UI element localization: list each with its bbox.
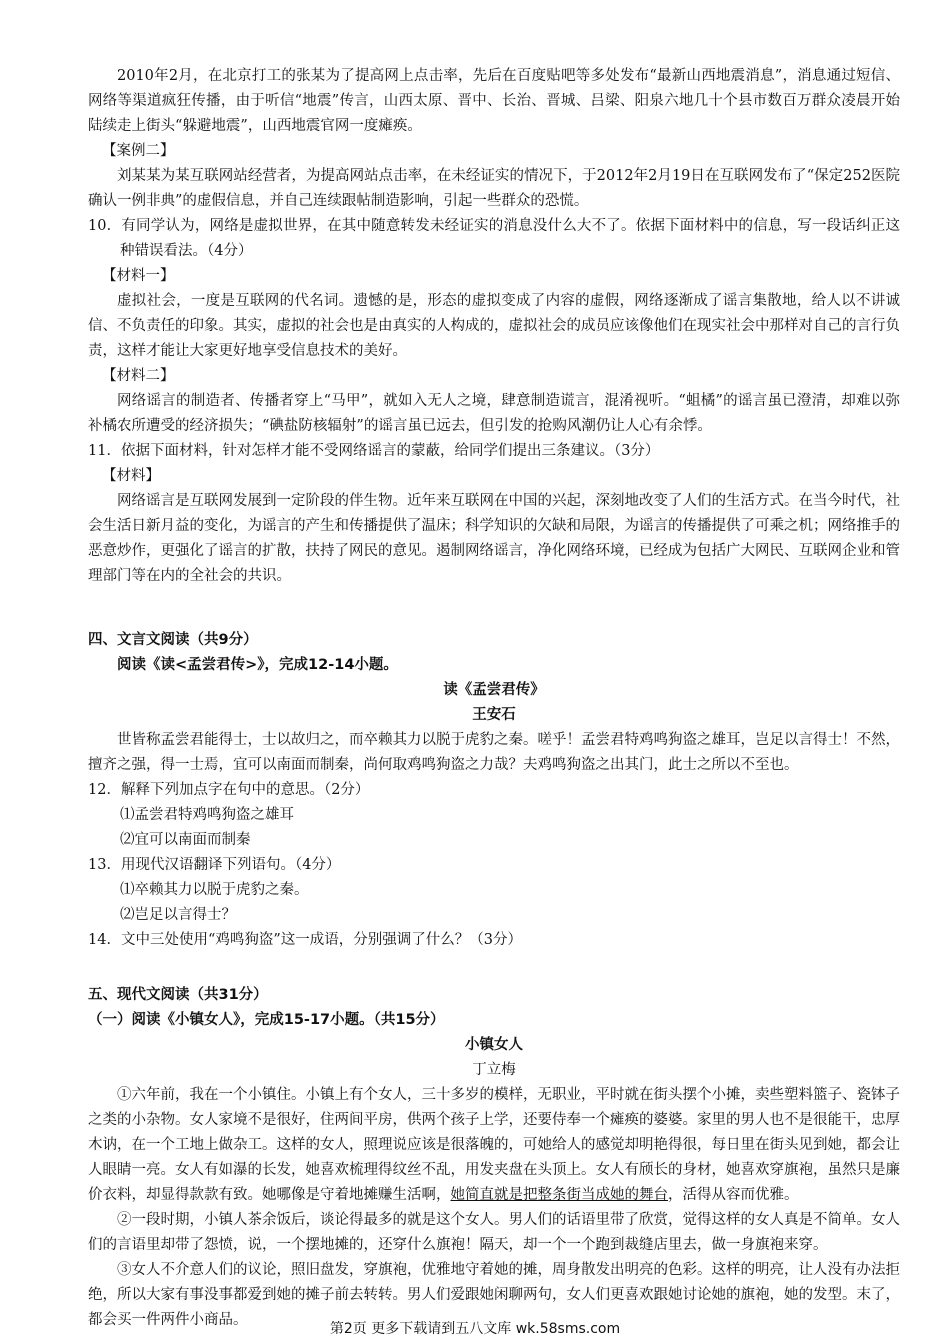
question-13: 13．用现代汉语翻译下列语句。（4分） (88, 857, 341, 873)
case1-paragraph: 2010年2月，在北京打工的张某为了提高网上点击率，先后在百度贴吧等多处发布“最新山西地震消息”，消息通过短信、网络等渠道疯狂传播，由于听信“地震”传言，山西太原、晋中、长治、晋城、吕梁、阳泉六地几十个县市数百万群众凌晨开始陆续走上街头“躲避地震”，山西地震官网一度瘫痪。 (88, 68, 900, 134)
story-paragraph-3: ③女人不介意人们的议论，照旧盘发，穿旗袍，优雅地守着她的摊，周身散发出明亮的色彩。这样的明亮，让人没有办法拒绝，所以大家有事没事都爱到她的摊子前去转转。男人们爱跟她闲聊两句，女人们更喜欢跟她讨论她的旗袍，她的发型。末了，都会买一件两件小商品。 (88, 1262, 900, 1328)
case2-paragraph: 刘某某为某互联网站经营者，为提高网站点击率，在未经证实的情况下，于2012年2月19日在互联网发布了“保定252医院确认一例非典”的虚假信息，并自己连续跟帖制造影响，引起一些群众的恐慌。 (88, 168, 900, 209)
material-paragraph: 网络谣言是互联网发展到一定阶段的伴生物。近年来互联网在中国的兴起，深刻地改变了人们的生活方式。在当今时代，社会生活日新月益的变化，为谣言的产生和传播提供了温床；科学知识的欠缺和局限，为谣言的传播提供了可乘之机；网络推手的恶意炒作，更强化了谣言的扩散，扶持了网民的意见。遏制网络谣言，净化网络环境，已经成为包括广大网民、互联网企业和管理部门等在内的全社会的共识。 (88, 493, 900, 584)
question-11: 11．依据下面材料，针对怎样才能不受网络谣言的蒙蔽，给同学们提出三条建议。（3分） (88, 443, 660, 459)
classical-text-title: 读《孟尝君传》 (443, 682, 545, 698)
exam-page (88, 64, 900, 1333)
material1-label: 【材料一】 (102, 268, 175, 284)
story-paragraph-1: ①六年前，我在一个小镇住。小镇上有个女人，三十多岁的模样，无职业，平时就在街头摆个小摊，卖些塑料篮子、瓷钵子之类的小杂物。女人家境不是很好，住两间平房，供两个孩子上学，还要侍奉一个瘫痪的婆婆。家里的男人也不是很能干，忠厚木讷，在一个工地上做杂工。这样的女人，照理说应该是很落魄的，可她给人的感觉却明艳得很，每日里在街头见到她，都会让人眼睛一亮。女人有如瀑的长发，她喜欢梳理得纹丝不乱，用发夹盘在头顶上。女人有颀长的身材，她喜欢穿旗袍，虽然只是廉价衣料，却显得款款有致。她哪像是守着地摊赚生活啊，她简直就是把整条街当成她的舞台，活得从容而优雅。 (88, 1087, 900, 1203)
section-4-instruction: 阅读《读<孟尝君传>》，完成12-14小题。 (117, 657, 398, 673)
question-12-item-1: ⑴孟尝君特鸡鸣狗盗之雄耳 (120, 807, 294, 823)
question-13-item-2: ⑵岂足以言得士？ (120, 907, 236, 923)
material-label: 【材料】 (102, 468, 160, 484)
question-12: 12．解释下列加点字在句中的意思。（2分） (88, 782, 370, 798)
classical-text-body: 世皆称孟尝君能得士，士以故归之，而卒赖其力以脱于虎豹之秦。嗟乎！孟尝君特鸡鸣狗盗之雄耳，岂足以言得士！不然，擅齐之强，得一士焉，宜可以南面而制秦，尚何取鸡鸣狗盗之力哉？夫鸡鸣狗盗之出其门，此士之所以不至也。 (88, 732, 900, 773)
section-4-heading: 四、文言文阅读（共9分） (88, 632, 258, 648)
page-footer: 第2页 更多下载请到五八文库 wk.58sms.com (329, 1321, 621, 1337)
section-5-heading: 五、现代文阅读（共31分） (88, 987, 268, 1003)
story-author: 丁立梅 (472, 1062, 516, 1078)
question-13-item-1: ⑴卒赖其力以脱于虎豹之秦。 (120, 882, 309, 898)
underlined-sentence: 她简直就是把整条街当成她的舞台 (450, 1187, 668, 1203)
question-14: 14．文中三处使用“鸡鸣狗盗”这一成语，分别强调了什么？（3分） (88, 932, 522, 948)
story-title: 小镇女人 (465, 1037, 523, 1053)
material2-label: 【材料二】 (102, 368, 175, 384)
classical-text-author: 王安石 (472, 707, 516, 723)
story-paragraph-2: ②一段时期，小镇人茶余饭后，谈论得最多的就是这个女人。男人们的话语里带了欣赏，觉得这样的女人真是不简单。女人们的言语里却带了怨愤，说，一个摆地摊的，还穿什么旗袍！隔天，却一个一个跑到裁缝店里去，做一身旗袍来穿。 (88, 1212, 900, 1253)
material2-paragraph: 网络谣言的制造者、传播者穿上“马甲”，就如入无人之境，肆意制造谎言，混淆视听。“蛆橘”的谣言虽已澄清，却难以弥补橘农所遭受的经济损失；“碘盐防核辐射”的谣言虽已远去，但引发的抢购风潮仍让人心有余悸。 (88, 393, 900, 434)
case2-label: 【案例二】 (102, 143, 175, 159)
question-10: 10．有同学认为，网络是虚拟世界，在其中随意转发未经证实的消息没什么大不了。依据下面材料中的信息，写一段话纠正这种错误看法。（4分） (88, 218, 900, 259)
question-12-item-2: ⑵宜可以南面而制秦 (120, 832, 251, 848)
material1-paragraph: 虚拟社会，一度是互联网的代名词。遗憾的是，形态的虚拟变成了内容的虚假，网络逐渐成了谣言集散地，给人以不讲诚信、不负责任的印象。其实，虚拟的社会也是由真实的人构成的，虚拟社会的成员应该像他们在现实社会中那样对自己的言行负责，这样才能让大家更好地享受信息技术的美好。 (88, 293, 900, 359)
section-5-subheading: （一）阅读《小镇女人》，完成15-17小题。（共15分） (88, 1012, 445, 1028)
